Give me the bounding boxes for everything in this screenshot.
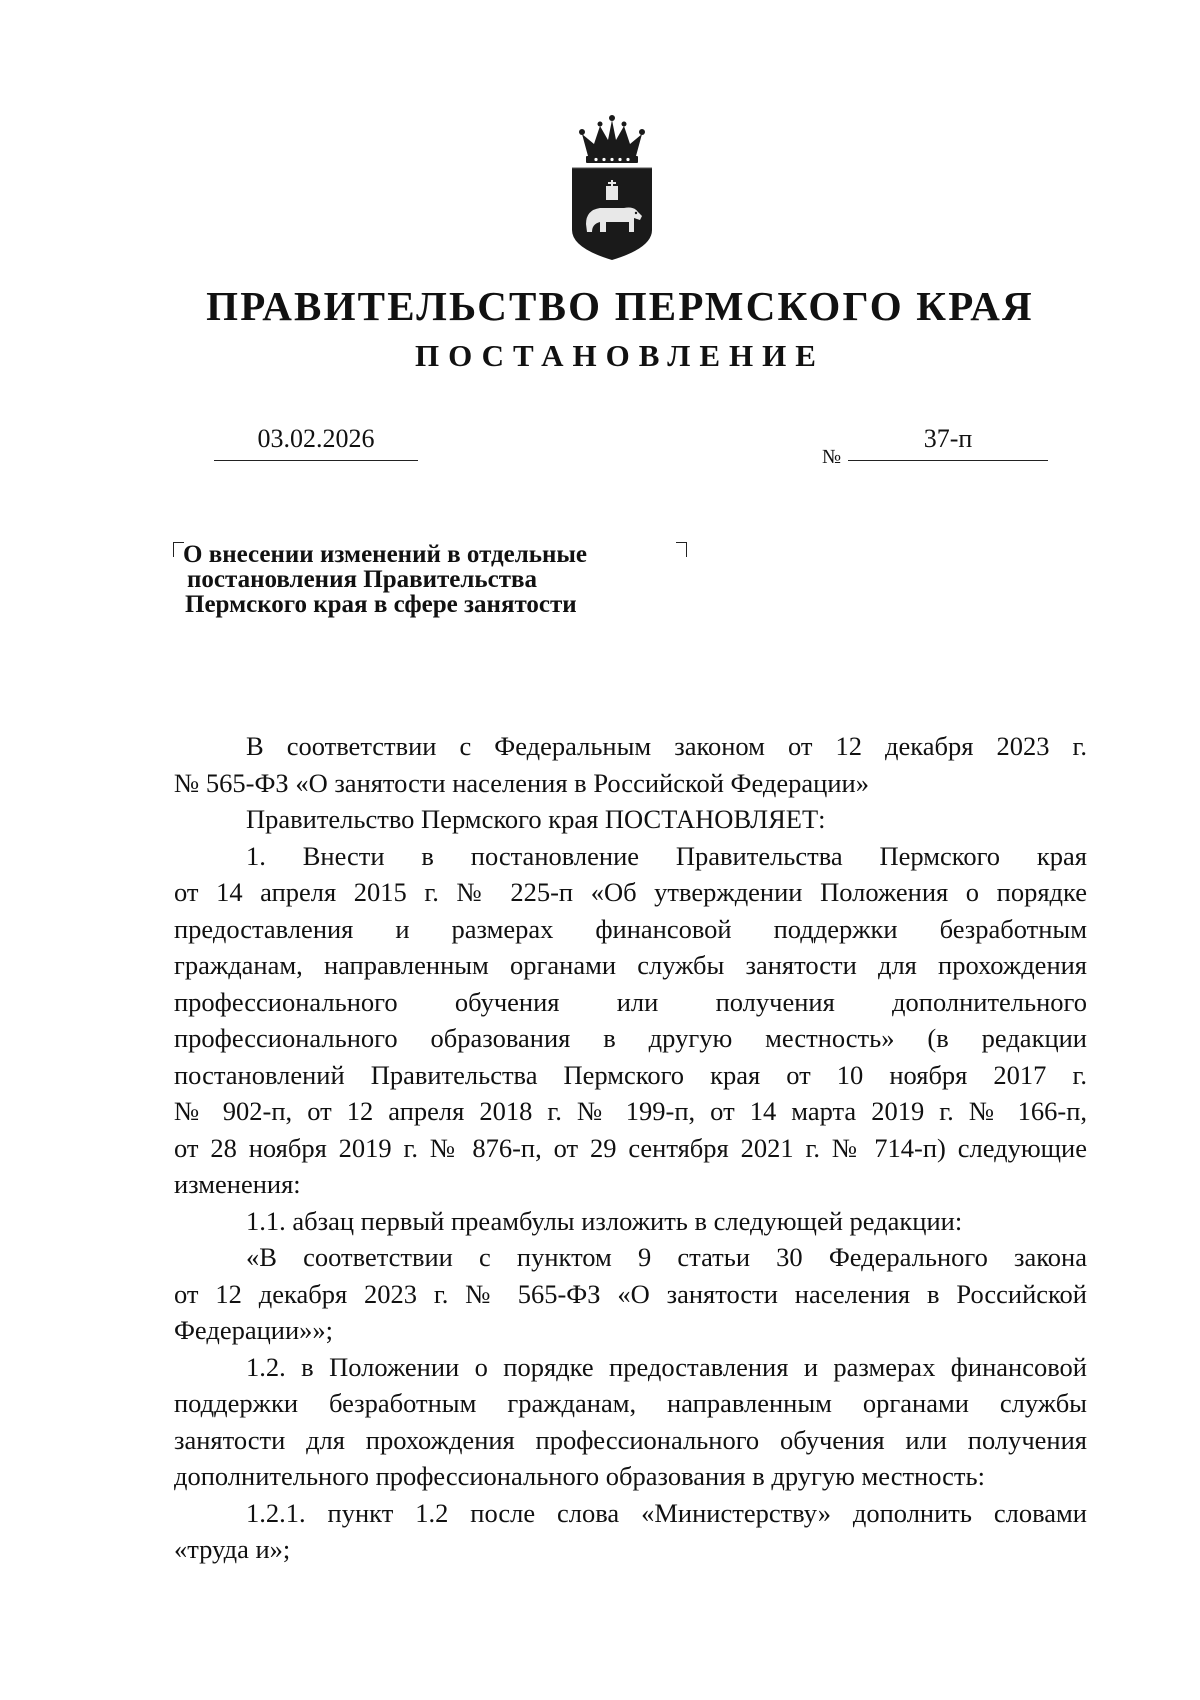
body-line: от 12 декабря 2023 г. № 565-ФЗ «О занятости населения в Российской	[174, 1278, 1087, 1309]
body-line: В соответствии с Федеральным законом от 12 декабря 2023 г.	[246, 731, 1087, 761]
subject-line: постановления Правительства	[187, 566, 537, 593]
body-line: № 565-ФЗ «О занятости населения в Российской Федерации»	[174, 767, 869, 798]
subject-line: Пермского края в сфере занятости	[185, 591, 577, 618]
document-type-heading: ПОСТАНОВЛЕНИЕ	[415, 338, 825, 373]
body-line: дополнительного профессионального образования в другую местность:	[174, 1461, 985, 1491]
body-line: поддержки безработным гражданам, направленным органами службы	[174, 1388, 1087, 1418]
perm-krai-coat-of-arms-icon	[566, 112, 658, 262]
body-line: 1.2. в Положении о порядке предоставления и размерах финансовой	[246, 1351, 1087, 1382]
body-line: «труда и»;	[174, 1534, 291, 1564]
body-line: Федерации»»;	[174, 1315, 334, 1345]
document-subject	[183, 542, 587, 617]
body-line: гражданам, направленным органами службы занятости для прохождения	[174, 950, 1087, 980]
body-line: профессионального обучения или получения дополнительного	[174, 986, 1087, 1017]
body-line: постановлений Правительства Пермского края от 10 ноября 2017 г.	[174, 1059, 1087, 1090]
body-line: изменения:	[174, 1169, 301, 1199]
document-date: 03.02.2026	[214, 424, 418, 461]
body-line: Правительство Пермского края ПОСТАНОВЛЯЕТ:	[246, 804, 826, 834]
body-line: от 14 апреля 2015 г. № 225-п «Об утверждении Положения о порядке	[174, 877, 1087, 907]
body-line: 1.1. абзац первый преамбулы изложить в следующей редакции:	[246, 1205, 963, 1236]
document-number: 37-п	[848, 424, 1048, 461]
document-body	[174, 728, 1087, 1568]
body-line: 1. Внести в постановление Правительства Пермского края	[246, 840, 1087, 871]
number-sign: №	[822, 446, 842, 468]
body-line: № 902-п, от 12 апреля 2018 г. № 199-п, от 14 марта 2019 г. № 166-п,	[174, 1096, 1087, 1126]
subject-line: О внесении изменений в отдельные	[183, 541, 588, 568]
body-line: 1.2.1. пункт 1.2 после слова «Министерству» дополнить словами	[246, 1497, 1087, 1528]
body-line: профессионального образования в другую местность» (в редакции	[174, 1023, 1087, 1053]
body-line: от 28 ноября 2019 г. № 876-п, от 29 сентября 2021 г. № 714-п) следующие	[174, 1132, 1087, 1163]
government-title: ПРАВИТЕЛЬСТВО ПЕРМСКОГО КРАЯ	[206, 283, 1034, 329]
body-line: «В соответствии с пунктом 9 статьи 30 Федерального закона	[246, 1242, 1087, 1272]
body-line: предоставления и размерах финансовой поддержки безработным	[174, 913, 1087, 944]
subject-bracket-right	[676, 542, 687, 557]
body-line: занятости для прохождения профессионального обучения или получения	[174, 1424, 1087, 1455]
